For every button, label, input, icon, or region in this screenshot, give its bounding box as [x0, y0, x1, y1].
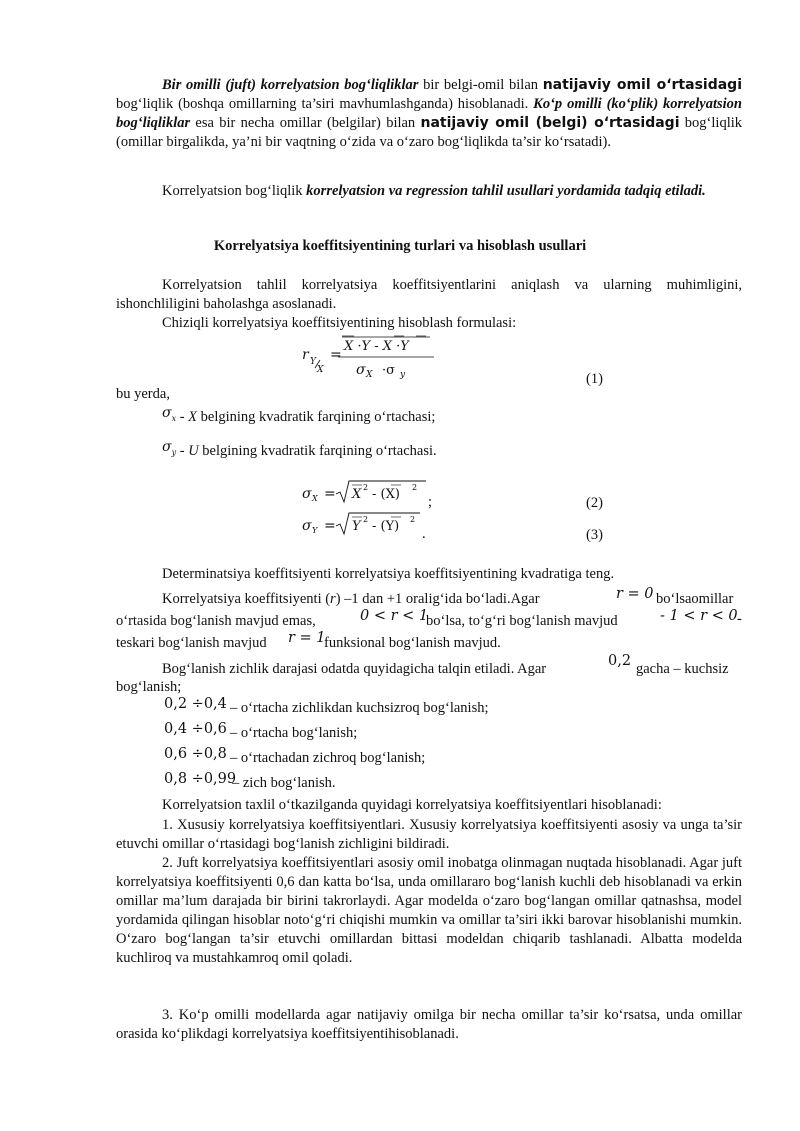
svg-text:2: 2 [363, 483, 369, 492]
svg-text:Y: Y [352, 519, 361, 534]
equation-number-3: (3) [586, 527, 603, 543]
analysis-paragraph: Korrelyatsion tahlil korrelyatsiya koeffitsiyentlarini aniqlash va ularning muhimligini, ishonchliligini baholashga asoslanadi. [116, 277, 742, 312]
text: teskari bog‘lanish mavjud [116, 635, 267, 651]
method-emphasis: korrelyatsion va regression tahlil usullari yordamida tadqiq etiladi. [306, 183, 706, 199]
range-description: – o‘rtacha bog‘lanish; [230, 725, 358, 741]
svg-text:Y: Y [310, 357, 316, 367]
method-text: Korrelyatsion bog‘liqlik [162, 183, 307, 199]
condition-r-zero: r = 0 [616, 586, 654, 602]
range-value: 0,4 ÷0,6 [164, 721, 227, 737]
svg-text:X: X [312, 494, 318, 503]
condition-r-one: r = 1 [288, 630, 326, 646]
var-x: X [188, 409, 198, 425]
svg-text:X: X [352, 487, 362, 502]
svg-text:y: y [400, 370, 406, 380]
range-description: – o‘rtacha zichlikdan kuchsizroq bog‘lanish; [230, 700, 489, 716]
intro-emphasis: natijaviy omil o‘rtasidagi [542, 77, 742, 93]
correlation-formula [296, 330, 446, 386]
var-r: r [330, 591, 336, 607]
range-value: 0,6 ÷0,8 [164, 746, 227, 762]
range-item [164, 771, 336, 793]
text: ) –1 dan +1 oralig‘ida bo‘ladi.Agar [335, 591, 540, 607]
svg-text:σ: σ [302, 518, 312, 534]
eq2-tail: ; [428, 494, 433, 510]
range-item [164, 721, 358, 743]
svg-text:X: X [366, 370, 373, 380]
sigma-x-formula [300, 478, 440, 506]
sigma-y-definition [162, 439, 437, 466]
svg-text:=: = [330, 347, 342, 363]
intro-emphasis: natijaviy omil (belgi) o‘rtasidagi [420, 115, 680, 131]
intro-term-single: Bir omilli (juft) korrelyatsion bog‘liqliklar [162, 77, 419, 93]
intro-text: bir belgi-omil bilan [418, 77, 543, 93]
sigma-x-definition [162, 405, 436, 432]
eq3-tail: . [422, 526, 426, 542]
equation-number-1: (1) [586, 371, 603, 387]
section-heading: Korrelyatsiya koeffitsiyentining turlari va hisoblash usullari [213, 238, 587, 254]
equation-number-2: (2) [586, 495, 603, 511]
dash: - [176, 443, 189, 459]
list-item-partial: 1. Xususiy korrelyatsiya koeffitsiyentlari. Xususiy korrelyatsiya koeffitsiyenti asosiy va unga ta’sir etuvchi omillar o‘rtasidagi bog‘lanish zichligini bildiradi. [116, 817, 742, 852]
sigma-y-text: belgining kvadratik farqining o‘rtachasi. [198, 443, 437, 459]
range-value: 0,2 ÷0,4 [164, 696, 227, 712]
coefficients-intro: Korrelyatsion taxlil o‘tkazilganda quyidagi korrelyatsiya koeffitsiyentlari hisoblanadi: [162, 797, 662, 813]
var-u: U [188, 443, 199, 459]
sigma-x-symbol: $\sigma_x$ [162, 405, 177, 423]
method-paragraph [116, 182, 742, 201]
density-intro: Bog‘lanish zichlik darajasi odatda quyidagicha talqin etiladi. Agar [162, 661, 547, 677]
dash: - [737, 611, 742, 627]
threshold-value: 0,2 [608, 653, 632, 669]
intro-paragraph [116, 76, 742, 152]
svg-text:·σ: ·σ [382, 363, 396, 378]
range-line-1 [162, 590, 540, 609]
dash: - [176, 409, 189, 425]
text: Korrelyatsiya koeffitsiyenti ( [162, 591, 331, 607]
text: bo‘lsaomillar [656, 591, 734, 607]
sigma-x-text: belgining kvadratik farqining o‘rtachasi; [197, 409, 436, 425]
svg-text:X ·Y - X ·Y: X ·Y - X ·Y [344, 339, 409, 354]
intro-text: esa bir necha omillar (belgilar) bilan [190, 115, 421, 131]
svg-text:σ: σ [356, 362, 366, 378]
condition-positive: 0 < r < 1 [360, 608, 429, 624]
text: funksional bog‘lanish mavjud. [324, 635, 501, 651]
sigma-y-symbol: $\sigma_y$ [162, 439, 177, 457]
range-item [164, 696, 489, 718]
text: bo‘lsa, to‘g‘ri bog‘lanish mavjud [426, 613, 618, 629]
list-item-multiple: 3. Ko‘p omilli modellarda agar natijaviy omilga bir necha omillar ta’sir ko‘rsatsa, unda omillar orasida ko‘plikdagi korrelyatsiya koeffitsiyentihisoblanadi. [116, 1007, 742, 1042]
svg-text:2: 2 [363, 515, 369, 524]
svg-text:=: = [324, 518, 336, 534]
intro-text: bog‘liqlik (omillar birgalikda, ya’ni bir vaqtning o‘zida va o‘zaro bog‘liqlikda ta’sir ko‘rsatadi). [116, 115, 742, 150]
svg-text:2: 2 [412, 483, 418, 492]
intro-text: bog‘liqlik (boshqa omillarning ta’siri mavhumlashganda) hisoblanadi. [116, 96, 534, 112]
text: bog‘lanish; [116, 679, 182, 695]
range-description: – zich bog‘lanish. [232, 775, 336, 791]
svg-text:r: r [302, 347, 309, 363]
condition-negative: - 1 < r < 0 [660, 608, 738, 624]
list-item-pair: 2. Juft korrelyatsiya koeffitsiyentlari asosiy omil inobatga olinmagan nuqtada hisoblanadi. Agar juft korrelyatsiya koeffitsiyenti 0,6 dan katta bo‘lsa, unda omillararo bog‘lanish kuchli deb hisoblanadi va erkin omillar ma’lum darajada bir birini takrorlaydi. Agar modelda o‘zaro bog‘langan omillar qatnashsa, model yordamida qilingan hisoblar noto‘g‘ri chiqishi mumkin va omillar ta’siri ikki barovar hisoblanishi mumkin. O‘zaro bog‘langan ta’sir etuvchi omillardan bittasi modeldan chiqarib tashlanadi. Albatta modelda kuchliroq va mustahkamroq omil qoladi. [116, 855, 742, 966]
svg-text:X: X [317, 365, 324, 375]
intro-term-multi: Ko‘p omilli (ko‘plik) korrelyatsion bog‘liqliklar [116, 96, 742, 131]
where-label: bu yerda, [116, 386, 170, 402]
formula-intro: Chiziqli korrelyatsiya koeffitsiyentining hisoblash formulasi: [162, 315, 517, 331]
text: gacha – kuchsiz [636, 661, 729, 677]
svg-text:=: = [324, 486, 336, 502]
sigma-y-formula [300, 510, 440, 538]
range-description: – o‘rtachadan zichroq bog‘lanish; [230, 750, 426, 766]
svg-text:2: 2 [410, 515, 416, 524]
text: o‘rtasida bog‘lanish mavjud emas, [116, 613, 316, 629]
svg-text:Y: Y [312, 526, 318, 535]
svg-text:- (X): - (X) [372, 487, 400, 502]
range-item [164, 746, 426, 768]
determination-paragraph: Determinatsiya koeffitsiyenti korrelyatsiya koeffitsiyentining kvadratiga teng. [162, 566, 615, 582]
svg-text:σ: σ [302, 486, 312, 502]
range-value: 0,8 ÷0,99 [164, 771, 237, 787]
svg-text:- (Y): - (Y) [372, 519, 400, 534]
